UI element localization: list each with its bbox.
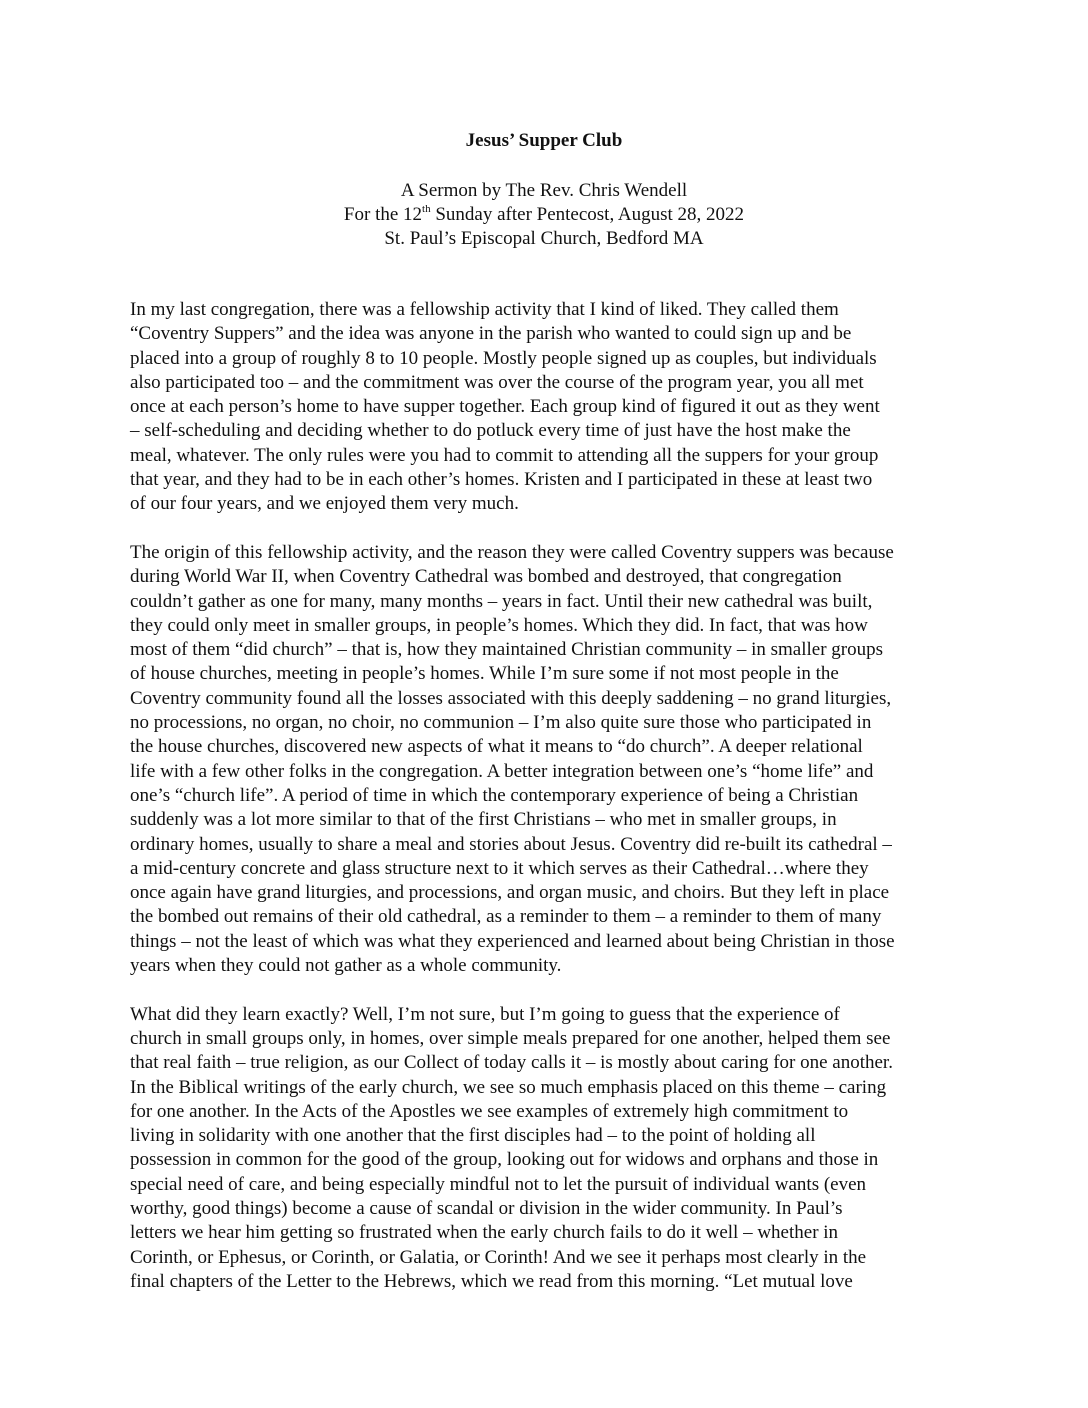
paragraph-line: of house churches, meeting in people’s homes. While I’m sure some if not most people in the bbox=[130, 663, 839, 685]
sermon-byline: A Sermon by The Rev. Chris Wendell bbox=[400, 180, 688, 201]
paragraph-line: possession in common for the good of the group, looking out for widows and orphans and those in bbox=[130, 1149, 879, 1171]
paragraph-line: that real faith – true religion, as our Collect of today calls it – is mostly about caring for one another. bbox=[130, 1052, 893, 1074]
paragraph-line: suddenly was a lot more similar to that of the first Christians – who met in smaller groups, in bbox=[130, 809, 837, 831]
paragraph-line: the bombed out remains of their old cathedral, as a reminder to them – a reminder to them of many bbox=[130, 906, 882, 928]
paragraph-line: placed into a group of roughly 8 to 10 people. Mostly people signed up as couples, but individuals bbox=[130, 347, 877, 369]
sermon-title: Jesus’ Supper Club bbox=[465, 130, 623, 151]
paragraph-line: couldn’t gather as one for many, many months – years in fact. Until their new cathedral was built, bbox=[130, 590, 873, 612]
paragraph-line: – self-scheduling and deciding whether to do potluck every time of just have the host make the bbox=[130, 420, 851, 442]
paragraph-line: life with a few other folks in the congregation. A better integration between one’s “home life” and bbox=[130, 760, 874, 782]
paragraph-line: The origin of this fellowship activity, and the reason they were called Coventry suppers was because bbox=[130, 541, 894, 563]
paragraph-line: Coventry community found all the losses associated with this deeply saddening – no grand liturgies, bbox=[130, 687, 892, 709]
paragraph-line: In the Biblical writings of the early church, we see so much emphasis placed on this theme – caring bbox=[130, 1076, 887, 1098]
paragraph-line: special need of care, and being especially mindful not to let the pursuit of individual wants (even bbox=[130, 1173, 867, 1195]
paragraph-line: worthy, good things) become a cause of scandal or division in the wider community. In Paul’s bbox=[130, 1197, 843, 1219]
paragraph-line: letters we hear him getting so frustrated when the early church fails to do it well – whether in bbox=[130, 1222, 839, 1244]
paragraph-line: living in solidarity with one another that the first disciples had – to the point of holding all bbox=[130, 1125, 816, 1147]
paragraph-line: ordinary homes, usually to share a meal and stories about Jesus. Coventry did re-built its cathedral – bbox=[130, 833, 892, 855]
paragraph-line: years when they could not gather as a whole community. bbox=[130, 955, 562, 977]
paragraph-line: What did they learn exactly? Well, I’m not sure, but I’m going to guess that the experience of bbox=[130, 1003, 840, 1025]
paragraph-line: In my last congregation, there was a fellowship activity that I kind of liked. They called them bbox=[130, 299, 839, 320]
body-paragraph bbox=[130, 298, 970, 517]
sermon-venue: St. Paul’s Episcopal Church, Bedford MA bbox=[384, 228, 704, 249]
paragraph-line: Corinth, or Ephesus, or Corinth, or Galatia, or Corinth! And we see it perhaps most clearly in the bbox=[130, 1246, 867, 1268]
occasion-suffix: Sunday after Pentecost, August 28, 2022 bbox=[430, 204, 745, 225]
body-paragraph bbox=[130, 541, 970, 978]
paragraph-line: the house churches, discovered new aspects of what it means to “do church”. A deeper relational bbox=[130, 736, 863, 758]
paragraph-line: “Coventry Suppers” and the idea was anyone in the parish who wanted to could sign up and be bbox=[130, 323, 852, 345]
paragraph-line: church in small groups only, in homes, over simple meals prepared for one another, helped them see bbox=[130, 1027, 891, 1049]
paragraph-line: once at each person’s home to have supper together. Each group kind of figured it out as they went bbox=[130, 396, 880, 418]
body-paragraph bbox=[130, 1003, 970, 1295]
paragraph-line: also participated too – and the commitment was over the course of the program year, you all met bbox=[130, 371, 864, 393]
paragraph-line: a mid-century concrete and glass structure next to it which serves as their Cathedral…where they bbox=[130, 857, 869, 879]
occasion-ordinal-suffix: th bbox=[422, 202, 431, 215]
paragraph-line: one’s “church life”. A period of time in which the contemporary experience of being a Christian bbox=[130, 784, 859, 806]
paragraph-line: final chapters of the Letter to the Hebrews, which we read from this morning. “Let mutual love bbox=[130, 1270, 853, 1292]
paragraph-line: most of them “did church” – that is, how they maintained Christian community – in smaller groups bbox=[130, 639, 884, 661]
paragraph-line: that year, and they had to be in each other’s homes. Kristen and I participated in these at least two bbox=[130, 469, 873, 491]
paragraph-line: of our four years, and we enjoyed them very much. bbox=[130, 493, 519, 515]
paragraph-line: no processions, no organ, no choir, no communion – I’m also quite sure those who participated in bbox=[130, 712, 872, 734]
paragraph-line: they could only meet in smaller groups, in people’s homes. Which they did. In fact, that was how bbox=[130, 614, 868, 636]
paragraph-line: once again have grand liturgies, and processions, and organ music, and choirs. But they left in place bbox=[130, 882, 890, 904]
occasion-prefix: For the 12 bbox=[343, 204, 423, 225]
paragraph-line: for one another. In the Acts of the Apostles we see examples of extremely high commitment to bbox=[130, 1100, 849, 1122]
paragraph-line: during World War II, when Coventry Cathedral was bombed and destroyed, that congregation bbox=[130, 566, 842, 588]
paragraph-line: things – not the least of which was what they experienced and learned about being Christian in those bbox=[130, 930, 895, 952]
paragraph-line: meal, whatever. The only rules were you had to commit to attending all the suppers for your group bbox=[130, 444, 879, 466]
sermon-body bbox=[130, 298, 970, 1318]
sermon-occasion bbox=[0, 203, 1088, 227]
sermon-header bbox=[0, 179, 1088, 251]
